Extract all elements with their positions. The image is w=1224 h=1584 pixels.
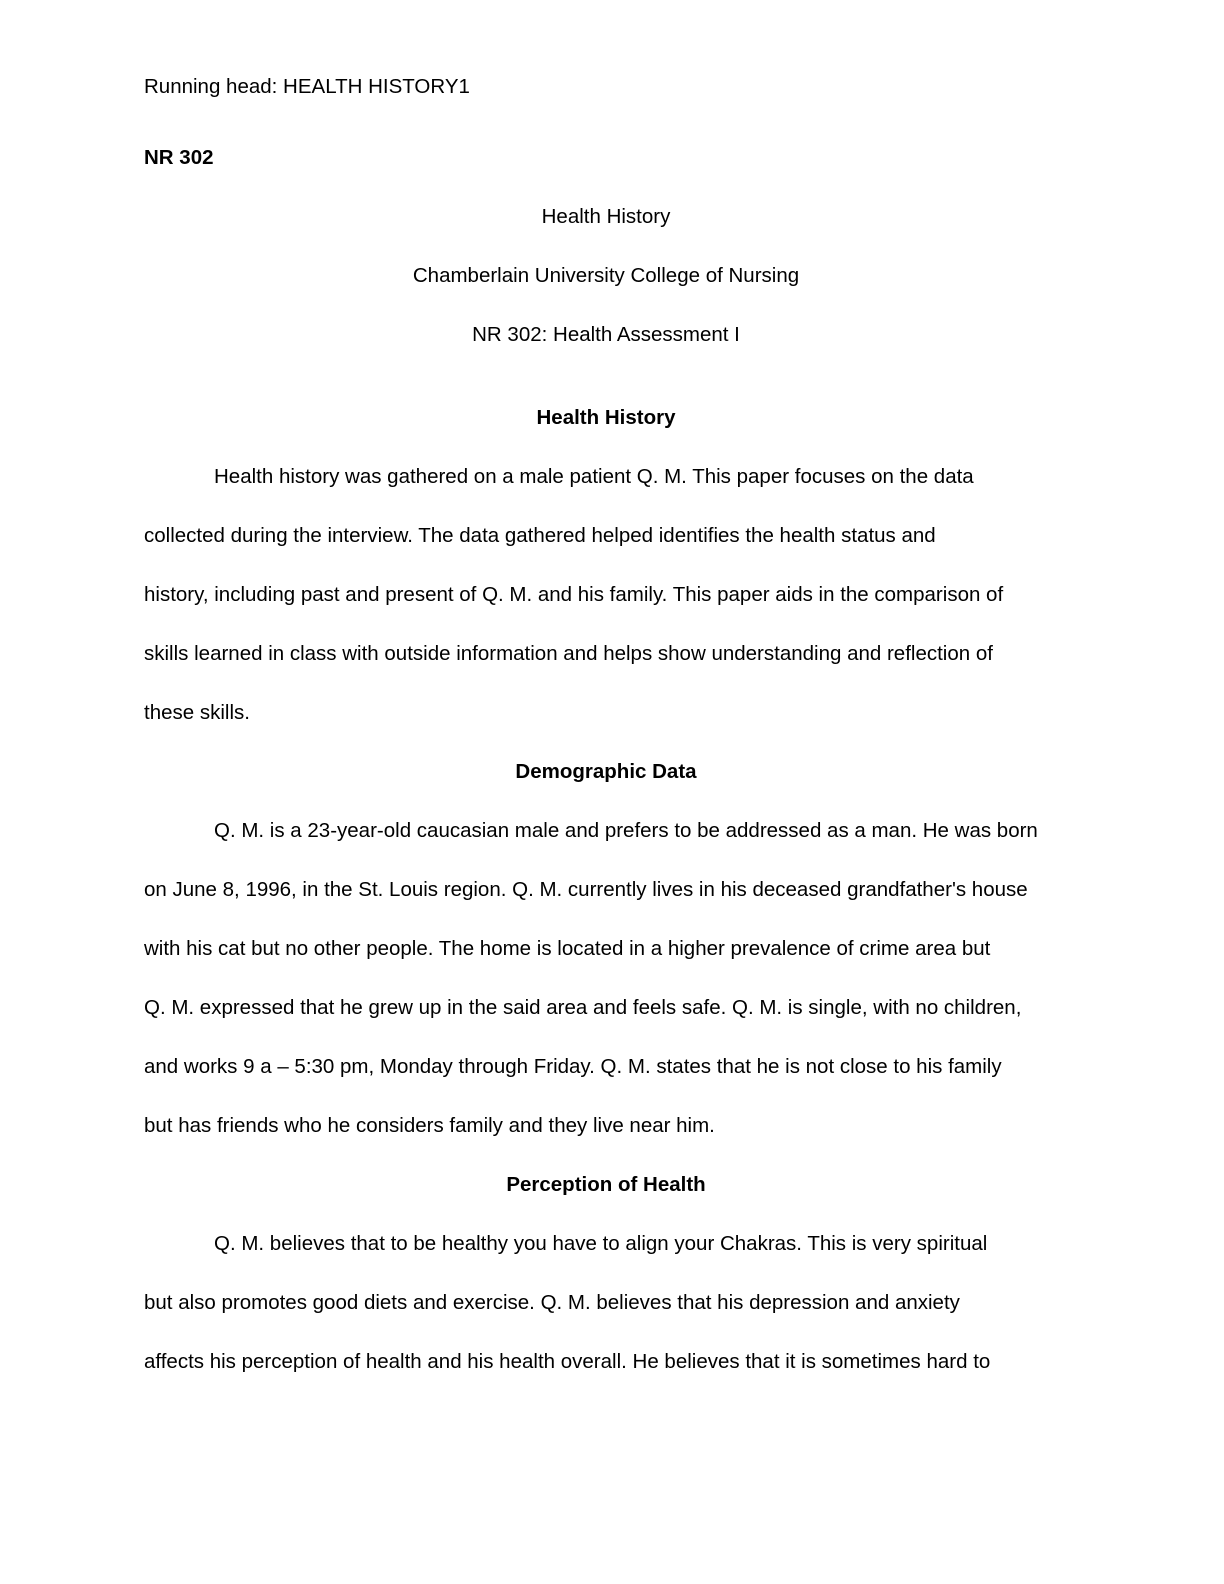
section-heading: Health History: [536, 406, 676, 429]
title: Health History: [541, 205, 671, 228]
paragraph-line: history, including past and present of Q. M. and his family. This paper aids in the comparison of: [144, 583, 1004, 606]
paragraph-line: these skills.: [144, 701, 250, 724]
paragraph-line: Health history was gathered on a male patient Q. M. This paper focuses on the data: [214, 465, 974, 488]
paragraph-line: and works 9 a – 5:30 pm, Monday through Friday. Q. M. states that he is not close to his family: [144, 1055, 1002, 1078]
paragraph-line: Q. M. believes that to be healthy you have to align your Chakras. This is very spiritual: [214, 1232, 988, 1255]
paragraph-line: collected during the interview. The data gathered helped identifies the health status and: [144, 524, 936, 547]
paragraph-line: Q. M. is a 23-year-old caucasian male and prefers to be addressed as a man. He was born: [214, 819, 1038, 842]
course-name: NR 302: Health Assessment I: [472, 323, 740, 346]
paragraph-line: but also promotes good diets and exercise. Q. M. believes that his depression and anxiety: [144, 1291, 960, 1314]
paragraph-line: but has friends who he considers family and they live near him.: [144, 1114, 715, 1137]
paragraph-line: Q. M. expressed that he grew up in the said area and feels safe. Q. M. is single, with no children,: [144, 996, 1022, 1019]
institution: Chamberlain University College of Nursing: [412, 264, 800, 287]
course-code: NR 302: [144, 146, 214, 169]
running-head: Running head: HEALTH HISTORY1: [144, 75, 470, 98]
paragraph-line: affects his perception of health and his health overall. He believes that it is sometimes hard to: [144, 1350, 991, 1373]
section-heading: Demographic Data: [515, 760, 697, 783]
section-heading: Perception of Health: [506, 1173, 706, 1196]
paragraph-line: with his cat but no other people. The home is located in a higher prevalence of crime area but: [144, 937, 991, 960]
paragraph-line: on June 8, 1996, in the St. Louis region. Q. M. currently lives in his deceased grandfather's house: [144, 878, 1028, 901]
paragraph-line: skills learned in class with outside information and helps show understanding and reflection of: [144, 642, 993, 665]
